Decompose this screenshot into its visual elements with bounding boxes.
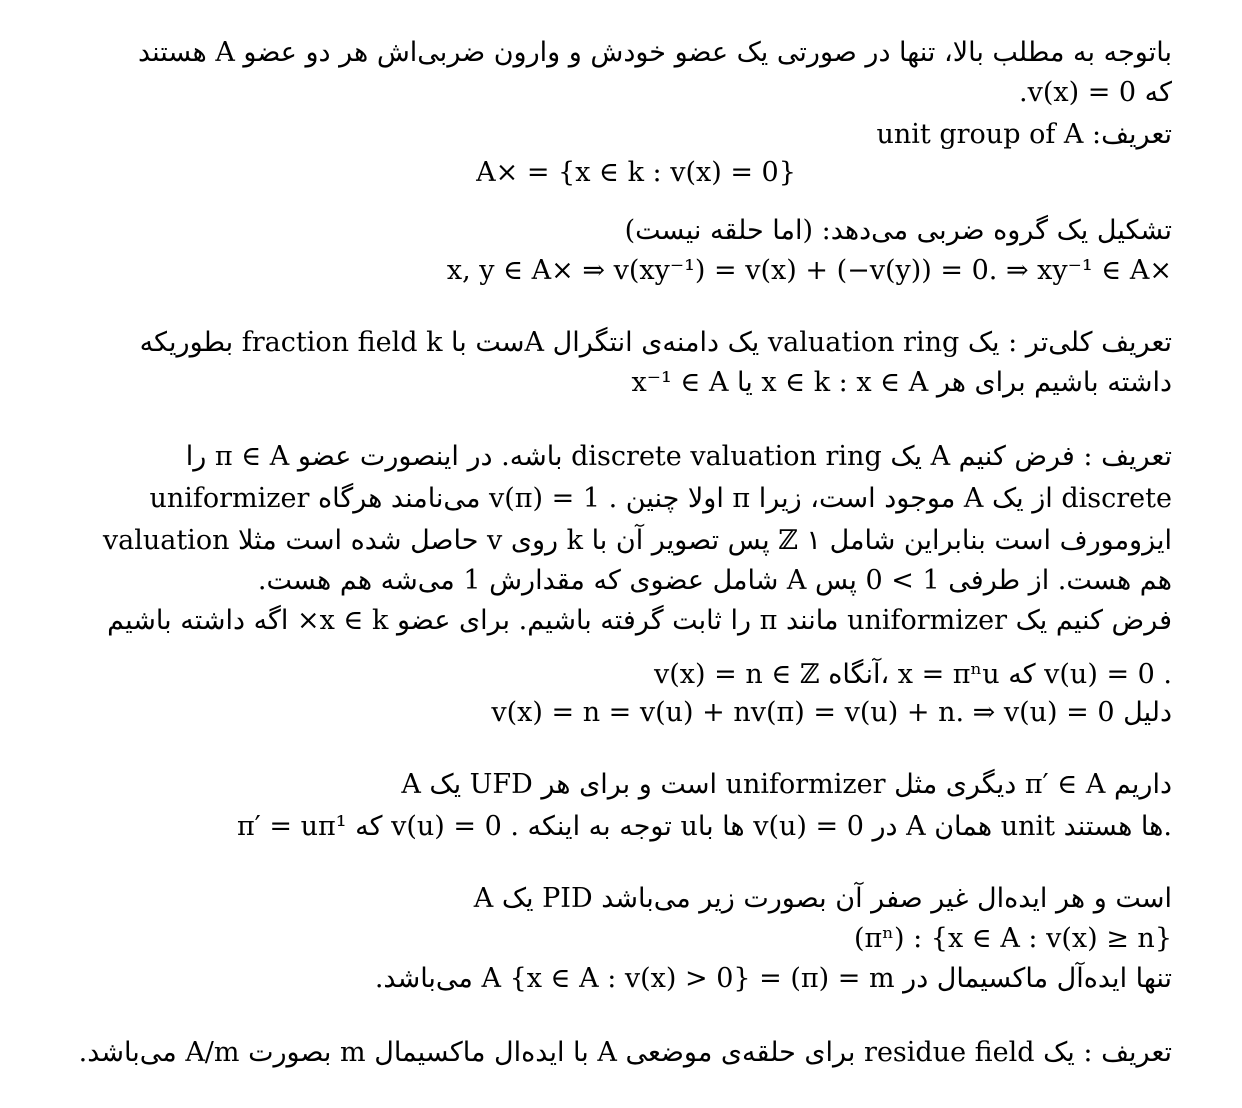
text-line: تنها ایده‌آل ماکسیمال در A {x ∈ A : v(x) > 0} = (π) = m می‌باشد. xyxy=(374,963,1172,994)
definition-paragraph: تعریف کلی‌تر : یک valuation ring یک دامنه‌ی انتگرال Aست با fraction field k بطوریکه xyxy=(139,327,1172,358)
text-line: تشکیل یک گروه ضربی می‌دهد: (اما حلقه نیست) xyxy=(624,215,1172,246)
text-line: که v(x) = 0. xyxy=(1018,77,1172,108)
text-line: π′ = uπ¹ که v(u) = 0 . توجه به اینکه uها با v(u) = 0 در A همان unit ها هستند. xyxy=(236,811,1172,842)
display-equation: A× = {x ∈ k : v(x) = 0} xyxy=(476,157,796,188)
text-line: A یک PID است و هر ایده‌ال غیر صفر آن بصورت زیر می‌باشد xyxy=(473,883,1172,914)
text-line: (πⁿ) : {x ∈ A : v(x) ≥ n} xyxy=(854,923,1172,954)
definition-paragraph: تعریف : فرض کنیم A یک discrete valuation ring باشه. در اینصورت عضو π ∈ A را xyxy=(185,441,1172,472)
text-line: uniformizer می‌نامند هرگاه v(π) = 1 . اولا چنین π موجود است، زیرا A از یک discrete xyxy=(149,483,1172,514)
display-equation: x, y ∈ A× ⇒ v(xy⁻¹) = v(x) + (−v(y)) = 0. ⇒ xy⁻¹ ∈ A× xyxy=(446,255,1172,286)
text-line: داشته باشیم برای هر x ∈ k : x ∈ A یا x⁻¹ ∈ A xyxy=(631,367,1172,398)
text-line: دلیل v(x) = n = v(u) + nv(π) = v(u) + n. ⇒ v(u) = 0 xyxy=(491,697,1172,728)
text-line: فرض کنیم یک uniformizer مانند π را ثابت گرفته باشیم. برای عضو x ∈ k× اگه داشته باشیم xyxy=(107,605,1172,636)
definition-paragraph: تعریف : یک residue field برای حلقه‌ی موضعی A با ایده‌ال ماکسیمال m بصورت A/m می‌باشد. xyxy=(78,1037,1172,1068)
text-line: باتوجه به مطلب بالا، تنها در صورتی یک عضو خودش و وارون ضربی‌اش هر دو عضو A هستند xyxy=(137,37,1172,68)
text-line: v(x) = n ∈ ℤ آنگاه، x = πⁿu که v(u) = 0 . xyxy=(654,659,1172,690)
text-line: valuation حاصل شده است مثلا v روی k پس تصویر آن با ℤ ایزومورف است بنابراین شامل ۱ xyxy=(102,525,1172,556)
definition-heading: تعریف: unit group of A xyxy=(876,119,1172,150)
text-line: A یک UFD است و برای هر uniformizer دیگری مثل π′ ∈ A داریم xyxy=(401,769,1172,800)
text-line: هم هست. از طرفی 1 > 0 پس A شامل عضوی که مقدارش 1 می‌شه هم هست. xyxy=(257,565,1172,596)
